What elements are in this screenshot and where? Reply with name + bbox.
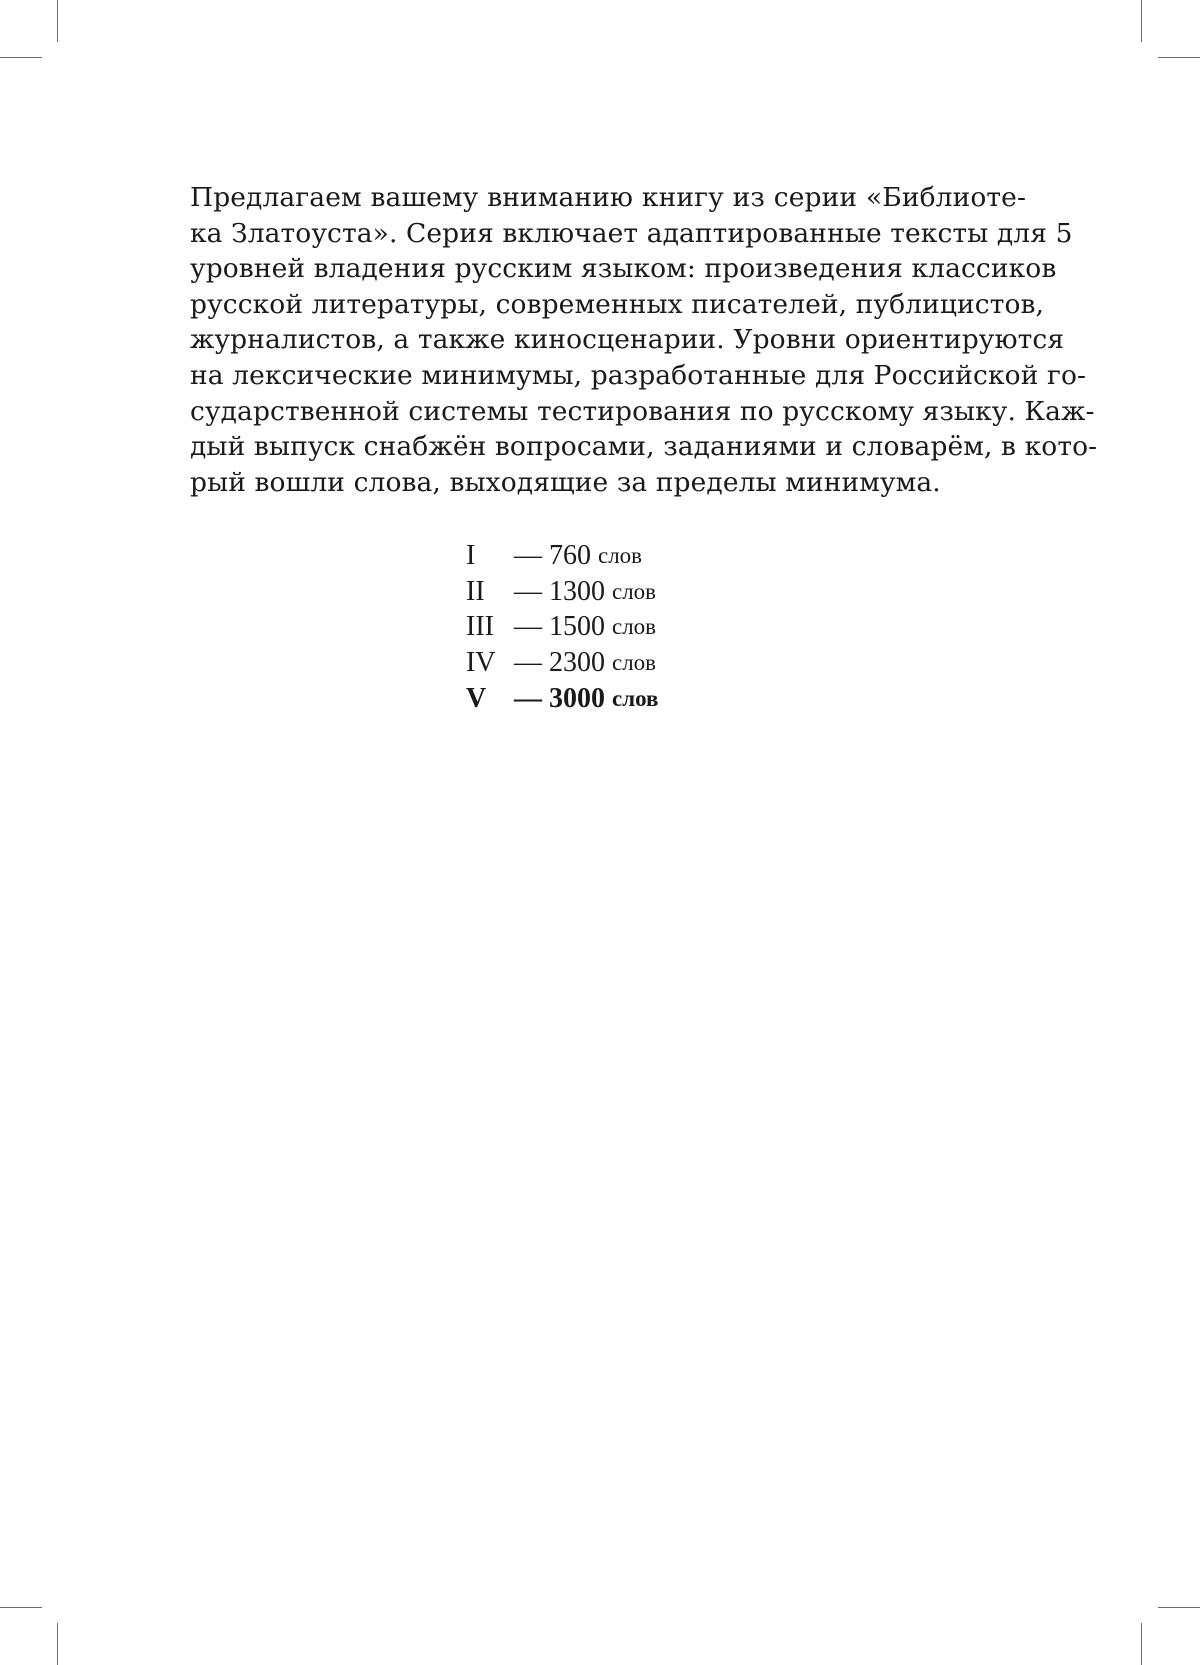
level-word-count: — 1500 [514, 611, 605, 643]
crop-mark-top-left-horizontal [0, 57, 42, 58]
level-unit: слов [612, 578, 657, 604]
crop-mark-bottom-left-vertical [57, 1623, 58, 1665]
levels-list [466, 538, 658, 717]
intro-line: рый вошли слова, выходящие за пределы минимума. [190, 466, 941, 498]
intro-line: русской литературы, современных писателей, публицистов, [190, 288, 1045, 320]
intro-line: на лексические минимумы, разработанные для Российской го- [190, 359, 1087, 391]
level-word-count: — 3000 [514, 682, 605, 714]
crop-mark-bottom-right-vertical [1141, 1623, 1142, 1665]
level-unit: слов [612, 650, 657, 676]
level-word-count: — 760 [514, 540, 591, 571]
crop-mark-top-left-vertical [57, 0, 58, 42]
series-intro-paragraph [190, 180, 1098, 500]
level-unit: слов [612, 685, 659, 711]
level-numeral: IV [466, 647, 496, 679]
crop-mark-bottom-right-horizontal [1158, 1607, 1200, 1608]
level-word-count: — 1300 [514, 575, 605, 607]
crop-mark-top-right-horizontal [1158, 57, 1200, 58]
level-unit: слов [598, 543, 643, 568]
level-item [466, 574, 658, 610]
level-numeral: III [466, 611, 494, 643]
intro-line: сударственной системы тестирования по русскому языку. Каж- [190, 395, 1095, 427]
intro-line: Предлагаем вашему вниманию книгу из серии «Библиоте- [190, 182, 1026, 213]
intro-line: журналистов, а также киносценарии. Уровни ориентируются [190, 324, 1065, 356]
level-unit: слов [612, 614, 657, 640]
crop-mark-top-right-vertical [1141, 0, 1142, 42]
level-numeral: V [466, 682, 487, 714]
intro-line: дый выпуск снабжён вопросами, заданиями и словарём, в кото- [190, 431, 1098, 463]
level-item-highlighted [466, 681, 658, 717]
level-item [466, 645, 658, 681]
intro-line: ка Златоуста». Серия включает адаптированные тексты для 5 [190, 217, 1073, 249]
level-item [466, 538, 658, 574]
level-item [466, 609, 658, 645]
level-numeral: II [466, 575, 485, 607]
crop-mark-bottom-left-horizontal [0, 1607, 42, 1608]
level-word-count: — 2300 [514, 647, 605, 679]
level-numeral: I [466, 540, 476, 571]
intro-line: уровней владения русским языком: произведения классиков [190, 253, 1057, 285]
